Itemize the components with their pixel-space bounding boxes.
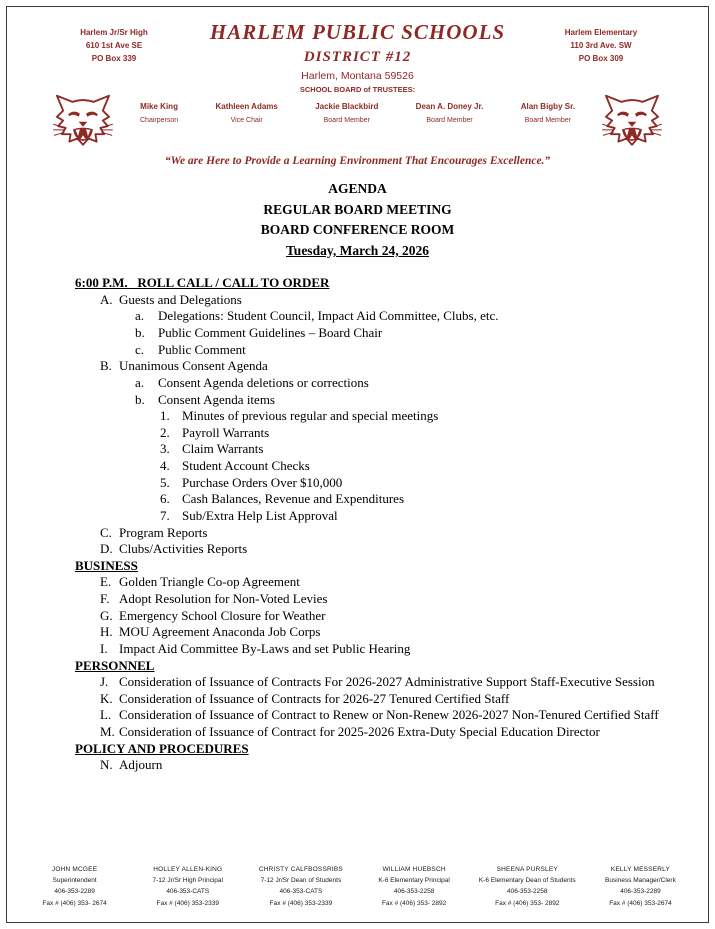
agenda-item-marker: A. <box>100 291 113 307</box>
agenda-item-marker: 5. <box>160 474 170 490</box>
trustee <box>215 102 277 124</box>
agenda-item-text: Emergency School Closure for Weather <box>119 607 326 623</box>
contact-fax: Fax # (406) 353- 2892 <box>381 899 447 907</box>
agenda-item-text: Impact Aid Committee By-Laws and set Public Hearing <box>119 640 411 656</box>
contact-title: 7-12 Jr/Sr Dean of Students <box>260 876 342 884</box>
agenda-item-marker: 2. <box>160 424 170 440</box>
agenda-item <box>75 491 704 508</box>
agenda-item <box>75 375 704 392</box>
agenda-item <box>75 292 704 309</box>
footer-contact <box>358 864 471 910</box>
agenda-item-text: Consideration of Issuance of Contracts For 2026-2027 Administrative Support Staff-Executive Session <box>119 674 655 690</box>
agenda-item <box>75 441 704 458</box>
district-header <box>194 20 521 94</box>
agenda-item <box>75 624 704 641</box>
agenda-item-text: Claim Warrants <box>182 441 264 457</box>
wildcat-mascot-icon-right <box>601 92 663 154</box>
agenda-section-heading <box>75 558 704 575</box>
agenda-item-marker: a. <box>135 374 145 390</box>
trustee-title: Vice Chair <box>230 117 263 124</box>
agenda-item-marker: b. <box>135 391 145 407</box>
agenda-item-text: Cash Balances, Revenue and Expenditures <box>182 491 405 507</box>
trustee-name: Jackie Blackbird <box>315 102 379 111</box>
agenda-item <box>75 707 704 724</box>
trustee <box>416 102 484 124</box>
meeting-title: AGENDA <box>328 181 387 196</box>
trustee <box>315 102 378 124</box>
trustee-name: Mike King <box>140 102 178 111</box>
footer-contact <box>131 864 244 910</box>
agenda-item-marker: I. <box>100 640 108 656</box>
agenda-item <box>75 342 704 359</box>
footer-contacts <box>18 864 697 910</box>
agenda-item <box>75 308 704 325</box>
contact-phone: 406-353-2289 <box>620 888 661 896</box>
trustee-title: Chairperson <box>140 117 179 124</box>
trustee-name: Dean A. Doney Jr. <box>415 102 484 111</box>
contact-phone: 406-353-CATS <box>279 888 323 896</box>
agenda-item-marker: N. <box>100 757 113 773</box>
trustee-name: Kathleen Adams <box>215 102 278 111</box>
agenda-item-marker: B. <box>100 358 112 374</box>
agenda-item-text: Clubs/Activities Reports <box>119 541 248 557</box>
agenda-item <box>75 591 704 608</box>
footer-contact <box>18 864 131 910</box>
meeting-date: Tuesday, March 24, 2026 <box>286 242 429 258</box>
agenda-item-marker: C. <box>100 524 112 540</box>
contact-name: CHRISTY CALFBOSSRIBS <box>258 865 343 873</box>
agenda-item <box>75 458 704 475</box>
agenda-item-marker: 4. <box>160 458 170 474</box>
agenda-item-marker: J. <box>100 674 109 690</box>
agenda-item <box>75 392 704 409</box>
agenda-section-heading <box>75 658 704 675</box>
left-school-po-box: PO Box 339 <box>91 54 137 64</box>
contact-phone: 406-353-2258 <box>507 888 548 896</box>
wildcat-mascot-icon-left <box>52 92 114 154</box>
agenda-item-text: Student Account Checks <box>182 458 310 474</box>
agenda-item-text: Consideration of Issuance of Contract for 2025-2026 Extra-Duty Special Education Director <box>119 724 600 740</box>
contact-title: 7-12 Jr/Sr High Principal <box>152 876 223 884</box>
agenda-item-marker: D. <box>100 541 113 557</box>
board-of-trustees-label: SCHOOL BOARD of TRUSTEES: <box>299 85 416 94</box>
left-school-name: Harlem Jr/Sr High <box>80 28 148 37</box>
meeting-type: REGULAR BOARD MEETING <box>263 201 452 217</box>
agenda-item-text: Minutes of previous regular and special meetings <box>182 408 439 424</box>
meeting-location: BOARD CONFERENCE ROOM <box>260 222 455 238</box>
agenda-item-text: Purchase Orders Over $10,000 <box>182 474 343 490</box>
meeting-title-block <box>0 180 715 259</box>
agenda-item-marker: L. <box>100 707 112 723</box>
trustee-title: Board Member <box>426 117 473 124</box>
contact-fax: Fax # (406) 353- 2674 <box>42 899 107 907</box>
agenda-item <box>75 408 704 425</box>
agenda-item-text: Public Comment <box>158 341 246 357</box>
right-school-address: 110 3rd Ave. SW <box>570 41 632 51</box>
agenda-item <box>75 358 704 375</box>
agenda-item-text: Golden Triangle Co-op Agreement <box>119 574 300 590</box>
contact-phone: 406-353-2289 <box>54 888 95 896</box>
agenda-item <box>75 691 704 708</box>
right-school-block <box>521 20 681 66</box>
agenda-item-marker: E. <box>100 574 112 590</box>
footer-contact <box>244 864 357 910</box>
right-school-po-box: PO Box 309 <box>578 54 624 64</box>
contact-phone: 406-353-2258 <box>393 888 435 896</box>
contact-title: Business Manager/Clerk <box>605 876 676 884</box>
trustee-title: Board Member <box>323 117 370 124</box>
agenda-item <box>75 574 704 591</box>
agenda-item <box>75 508 704 525</box>
district-number: DISTRICT #12 <box>303 49 412 65</box>
agenda-item-marker: 3. <box>160 441 170 457</box>
contact-fax: Fax # (406) 353-2339 <box>269 899 333 907</box>
agenda-item-text: Sub/Extra Help List Approval <box>182 507 338 523</box>
trustee <box>521 102 575 124</box>
trustee-name: Alan Bigby Sr. <box>520 102 575 111</box>
agenda-item-marker: M. <box>100 724 115 740</box>
agenda-item-marker: H. <box>100 624 113 640</box>
agenda-item <box>75 325 704 342</box>
agenda-item-text: Delegations: Student Council, Impact Aid Committee, Clubs, etc. <box>158 308 499 324</box>
agenda-item-text: Consideration of Issuance of Contract to Renew or Non-Renew 2026-2027 Non-Tenured Certified Staff <box>119 707 659 723</box>
contact-name: HOLLEY ALLEN-KING <box>153 865 223 873</box>
contact-title: K-6 Elementary Dean of Students <box>478 876 576 884</box>
agenda-item-marker: b. <box>135 325 145 341</box>
mascot-and-trustees-row <box>0 92 715 154</box>
agenda-list <box>75 275 704 774</box>
contact-title: Superintendent <box>52 876 97 884</box>
agenda-item-marker: G. <box>100 607 113 623</box>
agenda-item-text: Adjourn <box>119 757 163 773</box>
agenda-item-text: Public Comment Guidelines – Board Chair <box>158 325 383 341</box>
agenda-section-heading-text: 6:00 P.M. ROLL CALL / CALL TO ORDER <box>75 275 330 291</box>
agenda-item-text: Guests and Delegations <box>119 291 242 307</box>
trustees-row <box>114 92 601 124</box>
footer-contact <box>471 864 584 910</box>
agenda-item <box>75 674 704 691</box>
agenda-item <box>75 525 704 542</box>
contact-title: K-6 Elementary Principal <box>378 876 450 884</box>
agenda-item-marker: 7. <box>160 507 170 523</box>
contact-name: WILLIAM HUEBSCH <box>382 865 446 873</box>
footer-contact <box>584 864 697 910</box>
agenda-section-heading-text: BUSINESS <box>75 557 138 573</box>
agenda-item-marker: 6. <box>160 491 170 507</box>
agenda-item-marker: c. <box>135 341 145 357</box>
agenda-item <box>75 641 704 658</box>
agenda-item-text: Adopt Resolution for Non-Voted Levies <box>119 591 328 607</box>
district-motto: “We are Here to Provide a Learning Environment That Encourages Excellence.” <box>164 155 551 167</box>
agenda-section-heading <box>75 741 704 758</box>
agenda-section-heading-text: PERSONNEL <box>75 657 155 673</box>
agenda-item-text: MOU Agreement Anaconda Job Corps <box>119 624 321 640</box>
agenda-item <box>75 724 704 741</box>
agenda-item-text: Unanimous Consent Agenda <box>119 358 268 374</box>
agenda-item-marker: 1. <box>160 408 170 424</box>
contact-name: JOHN MCGEE <box>51 865 98 873</box>
agenda-section-heading <box>75 275 704 292</box>
contact-fax: Fax # (406) 353- 2892 <box>495 899 560 907</box>
header <box>0 20 715 94</box>
left-school-address: 610 1st Ave SE <box>85 41 143 51</box>
contact-name: KELLY MESSERLY <box>610 865 671 873</box>
agenda-item <box>75 475 704 492</box>
agenda-item-text: Consent Agenda deletions or corrections <box>158 374 369 390</box>
contact-fax: Fax # (406) 353-2339 <box>156 899 220 907</box>
agenda-item <box>75 608 704 625</box>
agenda-item <box>75 757 704 774</box>
agenda-item-marker: F. <box>100 591 110 607</box>
contact-phone: 406-353-CATS <box>166 888 210 896</box>
agenda-item <box>75 425 704 442</box>
contact-name: SHEENA PURSLEY <box>496 865 558 873</box>
agenda-item-text: Program Reports <box>119 524 208 540</box>
agenda-section-heading-text: POLICY AND PROCEDURES <box>75 740 249 756</box>
agenda-item <box>75 541 704 558</box>
agenda-item-text: Consideration of Issuance of Contracts for 2026-27 Tenured Certified Staff <box>119 690 510 706</box>
right-school-name: Harlem Elementary <box>564 28 638 37</box>
trustee <box>140 102 178 124</box>
agenda-item-marker: K. <box>100 690 113 706</box>
trustee-title: Board Member <box>524 117 571 124</box>
left-school-block <box>34 20 194 66</box>
agenda-item-text: Payroll Warrants <box>182 424 270 440</box>
district-location: Harlem, Montana 59526 <box>301 70 414 82</box>
agenda-item-text: Consent Agenda items <box>158 391 275 407</box>
district-title: HARLEM PUBLIC SCHOOLS <box>209 20 506 44</box>
agenda-item-marker: a. <box>135 308 145 324</box>
contact-fax: Fax # (406) 353-2674 <box>609 899 672 907</box>
